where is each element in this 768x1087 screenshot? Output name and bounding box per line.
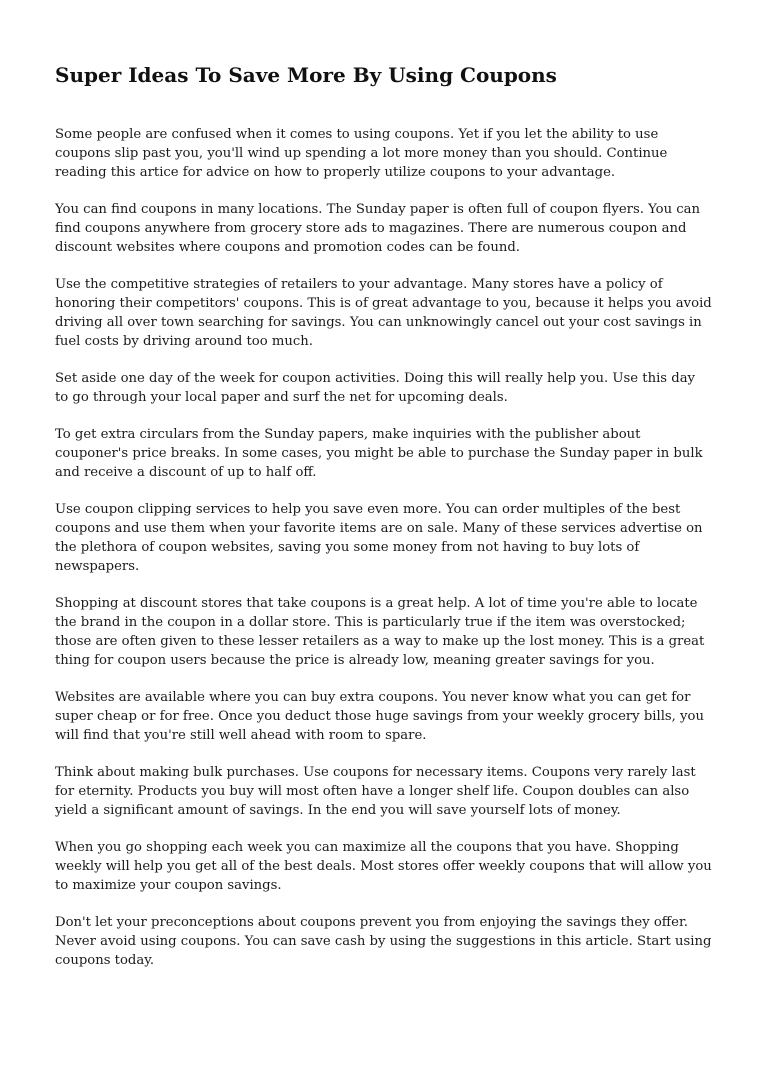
paragraph: Websites are available where you can buy extra coupons. You never know what you can get for super cheap or for free. Once you deduct those huge savings from your weekly grocery bills, you will find that you're still well ahead with room to spare. — [55, 690, 704, 743]
paragraph: You can find coupons in many locations. The Sunday paper is often full of coupon flyers. You can find coupons anywhere from grocery store ads to magazines. There are numerous coupon and discount websites where coupons and promotion codes can be found. — [55, 202, 701, 255]
paragraph: Some people are confused when it comes to using coupons. Yet if you let the ability to use coupons slip past you, you'll wind up spending a lot more money than you should. Continue reading this artice for advice on how to properly utilize coupons to your advantage. — [55, 127, 668, 180]
paragraph: Use coupon clipping services to help you save even more. You can order multiples of the best coupons and use them when your favorite items are on sale. Many of these services advertise on the plethora of coupon websites, saving you some money from not having to buy lots of newspapers. — [55, 502, 703, 574]
document-title: Super Ideas To Save More By Using Coupons — [55, 63, 557, 87]
paragraph: Use the competitive strategies of retailers to your advantage. Many stores have a policy of honoring their competitors' coupons. This is of great advantage to you, because it helps you avoid driving all over town searching for savings. You can unknowingly cancel out your cost savings in fuel costs by driving around too much. — [55, 277, 712, 349]
paragraph: When you go shopping each week you can maximize all the coupons that you have. Shopping weekly will help you get all of the best deals. Most stores offer weekly coupons that will allow you to maximize your coupon savings. — [55, 840, 712, 893]
paragraph: Think about making bulk purchases. Use coupons for necessary items. Coupons very rarely last for eternity. Products you buy will most often have a longer shelf life. Coupon doubles can also yield a significant amount of savings. In the end you will save yourself lots of money. — [55, 765, 696, 818]
paragraph: Don't let your preconceptions about coupons prevent you from enjoying the savings they offer. Never avoid using coupons. You can save cash by using the suggestions in this article. Start using coupons today. — [55, 915, 712, 968]
paragraph: Shopping at discount stores that take coupons is a great help. A lot of time you're able to locate the brand in the coupon in a dollar store. This is particularly true if the item was overstocked; those are often given to these lesser retailers as a way to make up the lost money. This is a great thing for coupon users because the price is already low, meaning greater savings for you. — [55, 596, 705, 668]
paragraph: Set aside one day of the week for coupon activities. Doing this will really help you. Use this day to go through your local paper and surf the net for upcoming deals. — [55, 371, 696, 405]
paragraph: To get extra circulars from the Sunday papers, make inquiries with the publisher about couponer's price breaks. In some cases, you might be able to purchase the Sunday paper in bulk and receive a discount of up to half off. — [55, 427, 703, 480]
